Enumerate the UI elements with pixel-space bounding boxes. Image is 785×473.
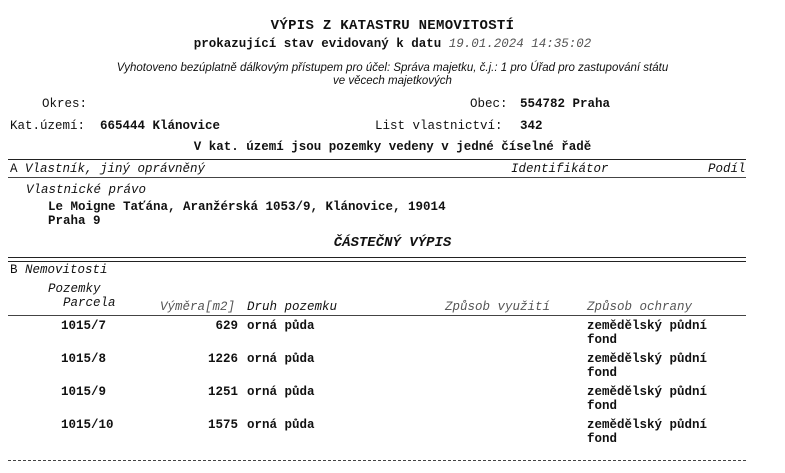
col-podil: Podíl	[708, 162, 746, 176]
table-row-4-ochrana-line-2: fond	[587, 432, 618, 446]
table-row-1-vymera: 629	[215, 319, 238, 333]
table-row-2-ochrana-line-2: fond	[587, 366, 618, 380]
list-vlastnictvi-value: 342	[520, 119, 543, 133]
purpose-line-2: ve věcech majetkových	[333, 75, 452, 87]
katuzemi-label: Kat.území:	[10, 119, 86, 133]
table-row-3-parcela: 1015/9	[61, 385, 107, 399]
table-row-2-vymera: 1226	[207, 352, 238, 366]
section-a-header	[10, 162, 205, 176]
table-row-1-ochrana-line-2: fond	[587, 333, 618, 347]
table-row-2-ochrana-line-1: zemědělský půdní	[587, 352, 708, 366]
section-a-top-rule	[8, 159, 746, 160]
table-row-4-druh: orná půda	[247, 418, 315, 432]
col-zpusob-ochrany: Způsob ochrany	[587, 300, 693, 314]
section-b-top-rule	[8, 257, 746, 262]
section-b-header	[10, 263, 108, 277]
document-title: VÝPIS Z KATASTRU NEMOVITOSTÍ	[270, 18, 515, 34]
okres-label: Okres:	[42, 97, 88, 111]
partial-extract-title: ČÁSTEČNÝ VÝPIS	[333, 235, 452, 251]
table-row-1-parcela: 1015/7	[61, 319, 107, 333]
col-druh-pozemku: Druh pozemku	[247, 300, 338, 314]
table-row-1-ochrana-line-1: zemědělský půdní	[587, 319, 708, 333]
obec-value: 554782 Praha	[520, 97, 611, 111]
col-vymera: Výměra[m2]	[160, 300, 236, 314]
table-row-3-ochrana-line-1: zemědělský půdní	[587, 385, 708, 399]
section-b-title: Nemovitosti	[25, 263, 108, 277]
subtitle-date: 19.01.2024 14:35:02	[448, 37, 592, 51]
col-zpusob-vyuziti: Způsob využití	[445, 300, 551, 314]
pozemky-subheading: Pozemky	[48, 282, 101, 296]
numbering-note: V kat. území jsou pozemky vedeny v jedné číselné řadě	[193, 140, 592, 154]
katuzemi-value: 665444 Klánovice	[100, 119, 221, 133]
section-b-letter: B	[10, 263, 18, 277]
section-a-letter: A	[10, 162, 18, 176]
document-subtitle	[0, 37, 785, 51]
table-row-4-ochrana-line-1: zemědělský půdní	[587, 418, 708, 432]
section-a-bottom-rule	[8, 177, 746, 178]
cut-off-footer-rule	[8, 460, 746, 461]
section-b-header-rule	[8, 315, 746, 316]
ownership-subheading: Vlastnické právo	[26, 183, 147, 197]
table-row-3-druh: orná půda	[247, 385, 315, 399]
section-a-title: Vlastník, jiný oprávněný	[25, 162, 206, 176]
subtitle-prefix: prokazující stav evidovaný k datu	[193, 37, 442, 51]
table-row-4-parcela: 1015/10	[61, 418, 114, 432]
owner-line-1: Le Moigne Taťána, Aranžérská 1053/9, Klánovice, 19014	[48, 200, 446, 214]
table-row-2-parcela: 1015/8	[61, 352, 107, 366]
table-row-2-druh: orná půda	[247, 352, 315, 366]
obec-label: Obec:	[470, 97, 508, 111]
col-parcela: Parcela	[63, 296, 116, 310]
list-vlastnictvi-label: List vlastnictví:	[375, 119, 503, 133]
table-row-1-druh: orná půda	[247, 319, 315, 333]
col-identifikator: Identifikátor	[511, 162, 609, 176]
table-row-3-ochrana-line-2: fond	[587, 399, 618, 413]
owner-line-2: Praha 9	[48, 214, 101, 228]
purpose-line-1: Vyhotoveno bezúplatně dálkovým přístupem pro účel: Správa majetku, č.j.: 1 pro Úřad pro zastupování státu	[116, 62, 669, 74]
table-row-3-vymera: 1251	[207, 385, 238, 399]
table-row-4-vymera: 1575	[207, 418, 238, 432]
